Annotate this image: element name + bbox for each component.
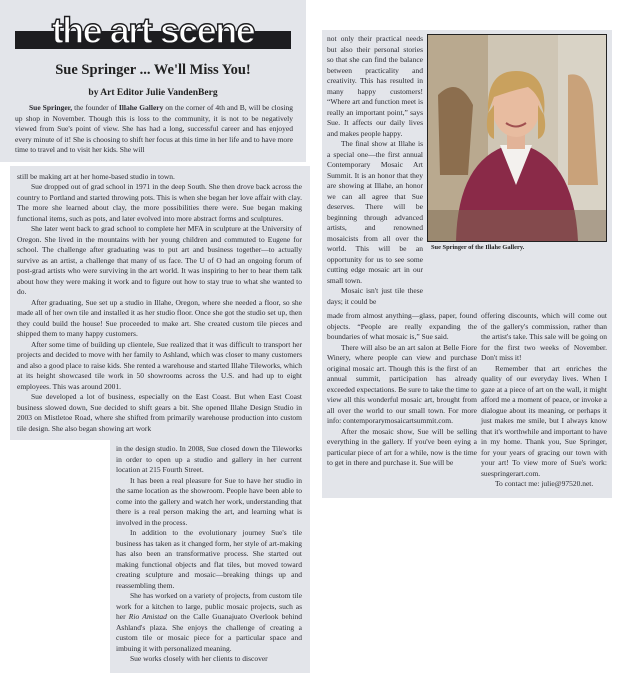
paragraph: After some time of building up clientele, Sue realized that it was difficult to transport her projects and decided to move with her family to Ashland, which was closer to many customers and also a good place to raise kids. She rented a warehouse and started Illahe Tileworks, which at its height showcased tile work in 50 showrooms across the U.S. and had up to eight employees. This was around 2001. (17, 339, 302, 391)
article-header (15, 0, 293, 103)
paragraph: not only their practical needs but also their personal stories so that she can find the balance between practicality and creativity. This has resulted in many happy customers! “Where art and function meet is really an important point,” says Sue. It affects our daily lives and makes people happy. (327, 34, 423, 138)
right-section (322, 30, 612, 498)
article-lead-block (0, 0, 306, 162)
paragraph (116, 591, 302, 654)
paragraph: Sue dropped out of grad school in 1971 in the deep South. She then drove back across the country to Portland and started throwing pots. This is when she began her love affair with clay. The more she learned about clay, the more possibilities there were. Sue began making functional items, such as pots, and later evolved into more abstract forms and sculptures. (17, 182, 302, 223)
text: on the Calle Guanajuato Overlook behind Ashland's plaza. She enjoys the challenge of creating a custom tile or mosaic piece for a particular space and imbuing it with personalized meaning. (116, 612, 302, 653)
paragraph: in the design studio. In 2008, Sue closed down the Tileworks in order to open up a studio and gallery in her current location at 215 Fourth Street. (116, 444, 302, 474)
paragraph: Remember that art enriches the quality of our everyday lives. When I gaze at a piece of art on the wall, it might afford me a moment of peace, or invoke a dialogue about its meaning, or perhaps it just makes me smile, but I always know that it's worthwhile and important to have in my home. Thank you, Sue Springer, for your years of gracing our town with your art! To view more of Sue's work: suespringerart.com. (481, 363, 607, 478)
paragraph: Sue developed a lot of business, especially on the East Coast. But when East Coast business slowed down, Sue decided to shift gears a bit. She opened Illahe Design Studio in 2003 on Mistletoe Road, where she shifted from primarily warehouse production into custom tile design. She also began showing art work (17, 392, 302, 433)
text: She has worked on a variety of projects, from custom tile work for a kitchen to large, public mosaic projects, such as her (116, 591, 302, 621)
article-body-block (10, 166, 310, 441)
photo-figure (427, 34, 607, 307)
right-bottom-row (327, 311, 607, 490)
paragraph: made from almost anything—glass, paper, found objects. “People are really expanding the boundaries of what mosaic is,” Sue said. (327, 311, 477, 341)
right-column-right (481, 311, 607, 490)
paragraph: offering discounts, which will come out of the gallery's commission, rather than the artist's take. This sale will be going on for the first two weeks of November. Don't miss it! (481, 311, 607, 362)
paragraph: Mosaic isn't just tile these days; it could be (327, 286, 423, 306)
paragraph: After graduating, Sue set up a studio in Illahe, Oregon, where she needed a floor, so she made all of her own tile and installed it as her studio floor. Once she got the studio set up, then they could build the house! Sue proceeded to make art. She created custom tile pieces and shipped them to many happy customers. (17, 297, 302, 338)
project-title: Rio Amistad (128, 612, 167, 621)
paragraph: In addition to the evolutionary journey Sue's tile business has taken as it changed form, her style of art-making has also been an transformative process. She started out making functional objects and flat tiles, but moved toward creating sculpture and mosaic—breaking things up and reassembling them. (116, 528, 302, 590)
left-column (0, 0, 310, 673)
lead-gallery: Illahe Gallery (118, 103, 164, 112)
right-column-left (327, 311, 477, 490)
article-column-block (110, 440, 310, 673)
paragraph: Sue works closely with her clients to discover (130, 654, 268, 663)
lead-text: on the corner of 4th and B, will be closing up shop in November. Though this is loss to the community, it is not to be negatively viewed from Sue's point of view. She has had a long, successful career and has enjoyed every minute of it! She is choosing to shift her focus at this time in her life and to have more time to travel and to visit her kids. She will (15, 103, 293, 154)
section-title: the art scene (51, 10, 255, 51)
right-top-row (327, 34, 607, 307)
lead-paragraph (15, 103, 293, 156)
portrait-photo (427, 34, 607, 242)
lead-text: the founder of (72, 103, 119, 112)
body-text (17, 172, 302, 435)
paragraph: still be making art at her home-based studio in town. (17, 171, 175, 181)
portrait-image (428, 35, 606, 241)
paragraph: The final show at Illahe is a special one—the first annual Contemporary Mosaic Art Summit. It is an honor that they are showing at Illahe, an honor we can all agree that Sue deserves. There will be beginning through advanced artists, and renowned mosaicists from all over the world. This will be an opportunity for us to see some cutting edge mosaic art in our small town. (327, 139, 423, 285)
column-text (116, 444, 302, 665)
paragraph: There will also be an art salon at Belle Fiore Winery, where people can view and purchase original mosaic art. Though this is the first of an annual summit, participation has already exceeded expectations. Be sure to take the time to view all this wonderful mosaic art, brought from all over the world to our small town. For more info: contemporarymosaicartsummit.com. (327, 342, 477, 425)
paragraph: It has been a real pleasure for Sue to have her studio in the same location as the showroom. People have been able to come into the gallery and watch her work, understanding that there is a real person making the art, and learning what is involved in the process. (116, 475, 302, 527)
headline: Sue Springer ... We'll Miss You! (55, 62, 251, 78)
lead-name: Sue Springer, (29, 103, 73, 112)
byline: by Art Editor Julie VandenBerg (88, 88, 218, 98)
paragraph: After the mosaic show, Sue will be selling everything in the gallery. If you've been eying a particular piece of art for a while, now is the time to get in there and purchase it. Sue will be (327, 426, 477, 467)
photo-caption: Sue Springer of the Illahe Gallery. (431, 244, 525, 251)
right-narrow-column (327, 34, 423, 307)
contact-line: To contact me: julie@97520.net. (495, 479, 594, 488)
paragraph: She later went back to grad school to complete her MFA in sculpture at the University of Oregon. She lived in the mountains with her young children and commuted to Eugene for school. The challenge after graduating was to put art and business together—to actually survive as an artist, a challenge that many of us face. The U of O had an ongoing forum of post-grad artists who were surviving in the art world. It was inspiring to her to hear them talk about how they were making it work and to figure out how to stay true to what she wanted to do. (17, 224, 302, 296)
